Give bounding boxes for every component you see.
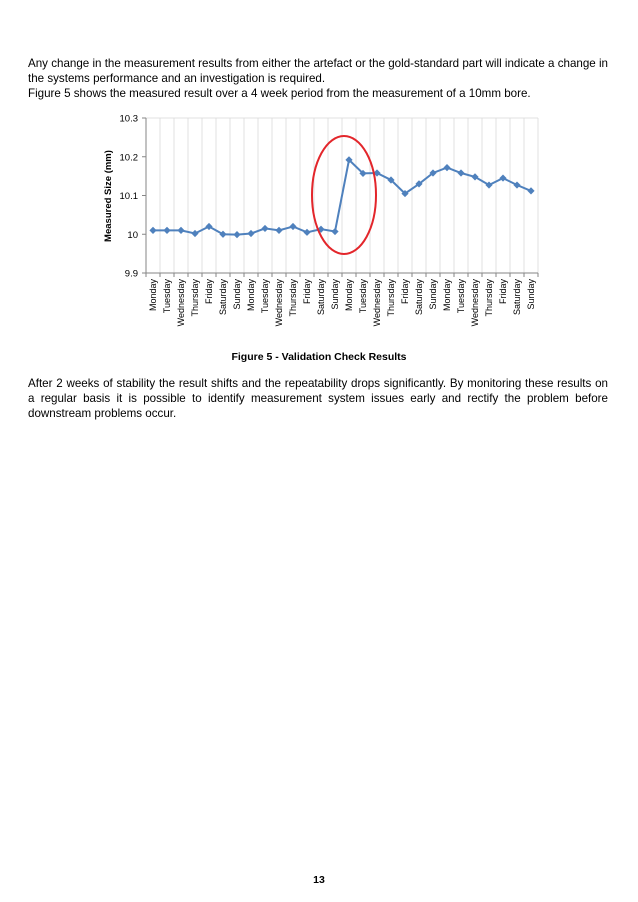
x-tick-label: Monday [148, 279, 158, 312]
x-tick-label: Monday [246, 279, 256, 312]
data-point [275, 227, 282, 234]
data-point [331, 228, 338, 235]
y-tick-label: 10.2 [119, 152, 138, 164]
x-tick-label: Friday [498, 279, 508, 305]
y-tick-label: 10.1 [119, 191, 138, 202]
x-tick-label: Sunday [330, 279, 340, 310]
data-point [149, 227, 156, 234]
x-tick-label: Tuesday [260, 279, 270, 314]
x-tick-label: Monday [344, 279, 354, 312]
x-tick-label: Sunday [526, 279, 536, 310]
y-axis-label: Measured Size (mm) [103, 150, 114, 242]
x-tick-label: Tuesday [162, 279, 172, 314]
validation-chart [96, 106, 546, 348]
x-tick-label: Sunday [428, 279, 438, 310]
x-tick-label: Friday [204, 279, 214, 305]
page-number: 13 [313, 874, 325, 886]
x-tick-label: Friday [400, 279, 410, 305]
data-point [499, 174, 506, 181]
x-tick-label: Saturday [512, 279, 522, 316]
data-point [233, 231, 240, 238]
x-tick-label: Thursday [190, 279, 200, 317]
x-tick-label: Thursday [288, 279, 298, 317]
x-tick-label: Friday [302, 279, 312, 305]
x-tick-label: Saturday [316, 279, 326, 316]
y-tick-label: 10 [127, 229, 138, 241]
data-point [261, 225, 268, 232]
x-tick-label: Tuesday [456, 279, 466, 314]
x-tick-labels [148, 279, 536, 327]
x-tick-label: Wednesday [470, 279, 480, 327]
figure-caption: Figure 5 - Validation Check Results [231, 351, 407, 363]
conclusion-paragraph: After 2 weeks of stability the result shifts and the repeatability drops significantly. By monitoring these results on a regular basis it is possible to identify measurement system issues early and rectify the problem before downstream problems occur. [28, 377, 608, 420]
intro-line-2: Figure 5 shows the measured result over a 4 week period from the measurement of a 10mm bore. [28, 87, 531, 100]
x-tick-label: Sunday [232, 279, 242, 310]
y-tick-label: 9.9 [124, 268, 138, 280]
x-tick-label: Wednesday [176, 279, 186, 327]
x-tick-label: Saturday [414, 279, 424, 316]
data-point [527, 187, 534, 194]
x-tick-label: Thursday [386, 279, 396, 317]
y-tick-label: 10.3 [119, 113, 138, 125]
x-tick-label: Saturday [218, 279, 228, 316]
x-tick-label: Thursday [484, 279, 494, 317]
x-tick-label: Wednesday [274, 279, 284, 327]
data-point [177, 227, 184, 234]
data-point [443, 164, 450, 171]
x-tick-label: Monday [442, 279, 452, 312]
data-point [303, 229, 310, 236]
data-point [219, 231, 226, 238]
data-point [457, 169, 464, 176]
data-point [513, 181, 520, 188]
data-point [163, 227, 170, 234]
x-tick-label: Wednesday [372, 279, 382, 327]
x-tick-label: Tuesday [358, 279, 368, 314]
intro-paragraph [28, 56, 608, 101]
data-point [289, 223, 296, 230]
highlight-ellipse [312, 136, 376, 254]
data-point [191, 230, 198, 237]
intro-line-1: Any change in the measurement results from either the artefact or the gold-standard part will indicate a change in the systems performance and an investigation is required. [28, 57, 609, 85]
data-point [247, 230, 254, 237]
chart-gridlines [160, 118, 538, 273]
y-tick-labels [120, 114, 139, 280]
